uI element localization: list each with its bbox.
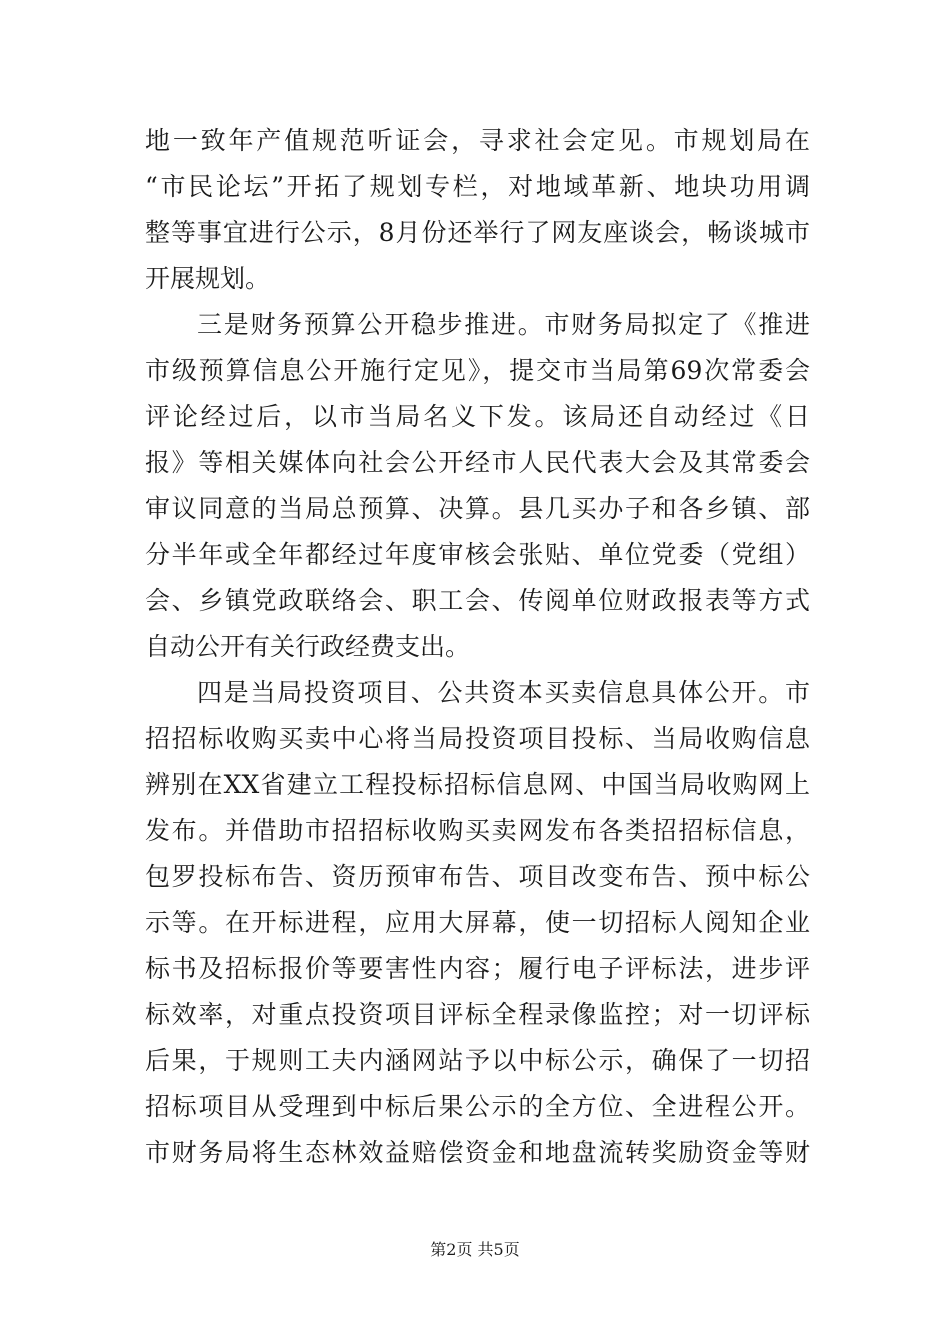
text-line: 辨别在XX省建立工程投标招标信息网、中国当局收购网上 [145,770,810,799]
text-line: 整等事宜进行公示，8月份还举行了网友座谈会，畅谈城市 [145,218,810,247]
text-line: 自动公开有关行政经费支出。 [145,632,471,661]
text-line: 会、乡镇党政联络会、职工会、传阅单位财政报表等方式 [145,586,810,615]
text-line: 标书及招标报价等要害性内容；履行电子评标法，进步评 [145,954,810,983]
text-line: 后果，于规则工夫内涵网站予以中标公示，确保了一切招 [145,1046,810,1075]
page-number-footer: 第2页 共5页 [430,1240,520,1259]
text-line: 地一致年产值规范听证会，寻求社会定见。市规划局在 [145,126,810,155]
paragraph-first-line: 四是当局投资项目、公共资本买卖信息具体公开。市 [197,678,810,707]
text-line: 标效率，对重点投资项目评标全程录像监控；对一切评标 [145,1000,810,1029]
paragraph-first-line: 三是财务预算公开稳步推进。市财务局拟定了《推进 [197,310,810,339]
text-line: 招标项目从受理到中标后果公示的全方位、全进程公开。 [145,1092,810,1121]
text-line: 招招标收购买卖中心将当局投资项目投标、当局收购信息 [145,724,810,753]
text-line: 示等。在开标进程，应用大屏幕，使一切招标人阅知企业 [145,908,810,937]
text-line: 包罗投标布告、资历预审布告、项目改变布告、预中标公 [145,862,810,891]
text-line: 开展规划。 [145,264,271,293]
text-line: “市民论坛”开拓了规划专栏，对地域革新、地块功用调 [145,172,810,201]
text-line: 发布。并借助市招招标收购买卖网发布各类招招标信息， [145,816,810,845]
text-line: 市级预算信息公开施行定见》，提交市当局第69次常委会 [145,356,810,385]
text-line: 报》等相关媒体向社会公开经市人民代表大会及其常委会 [145,448,810,477]
text-line: 分半年或全年都经过年度审核会张贴、单位党委（党组） [145,540,810,569]
text-line: 市财务局将生态林效益赔偿资金和地盘流转奖励资金等财 [145,1138,810,1167]
text-line: 评论经过后，以市当局名义下发。该局还自动经过《日 [145,402,810,431]
text-line: 审议同意的当局总预算、决算。县几买办子和各乡镇、部 [145,494,810,523]
